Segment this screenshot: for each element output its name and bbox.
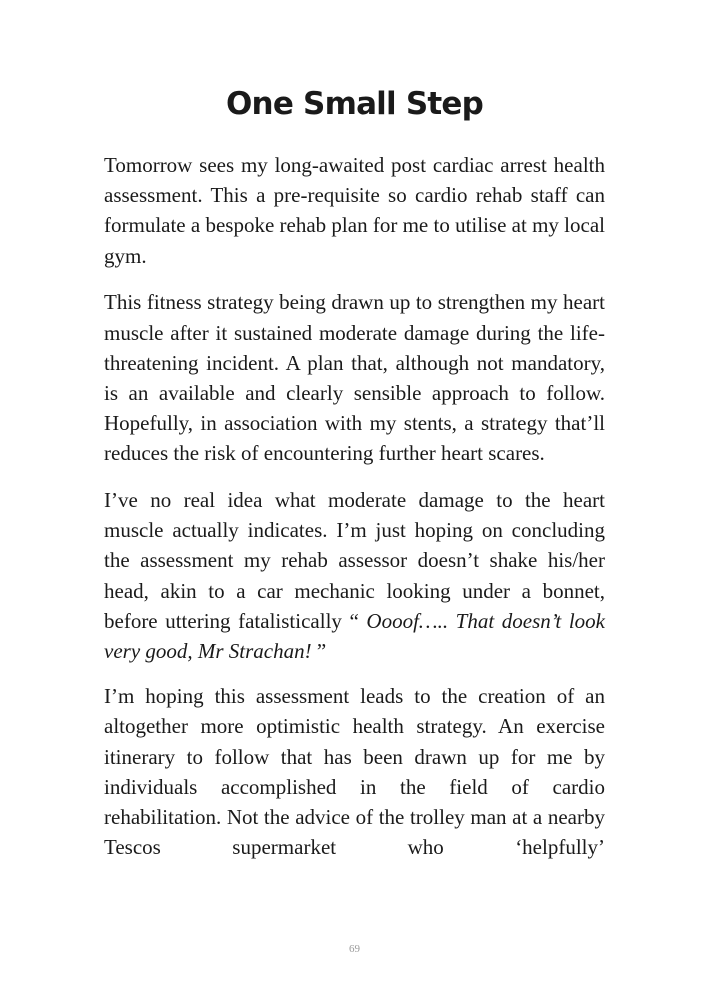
paragraph-3 [104, 485, 605, 666]
paragraph-3-text: I’ve no real idea what moderate damage to the heart muscle actually indicates. I’m just hoping on concluding the assessment my rehab assessor doesn’t shake his/her head, akin to a car mechanic looking under a bonnet, before uttering fatalistically “ [104, 488, 605, 633]
paragraph-3-closing-quote: ” [311, 639, 327, 664]
chapter-title: One Small Step [226, 86, 483, 122]
body-text [104, 150, 605, 879]
paragraph-2: This fitness strategy being drawn up to strengthen my heart muscle after it sustained moderate damage during the life-threatening incident. A plan that, although not mandatory, is an available and clearly sensible approach to follow. Hopefully, in association with my stents, a strategy that’ll reduces the risk of encountering further heart scares. [104, 290, 605, 466]
paragraph-3-quote: Oooof….. That doesn’t look very good, Mr Strachan! [104, 608, 605, 664]
paragraph-1: Tomorrow sees my long-awaited post cardiac arrest health assessment. This a pre-requisite so cardio rehab staff can formulate a bespoke rehab plan for me to utilise at my local gym. [104, 153, 605, 268]
page-number: 69 [349, 943, 360, 955]
paragraph-4: I’m hoping this assessment leads to the creation of an altogether more optimistic health strategy. An exercise itinerary to follow that has been drawn up for me by individuals accomplished in the field of cardio rehabilitation. Not the advice of the trolley man at a nearby Tescos supermarket who ‘helpfully’ [104, 684, 605, 860]
